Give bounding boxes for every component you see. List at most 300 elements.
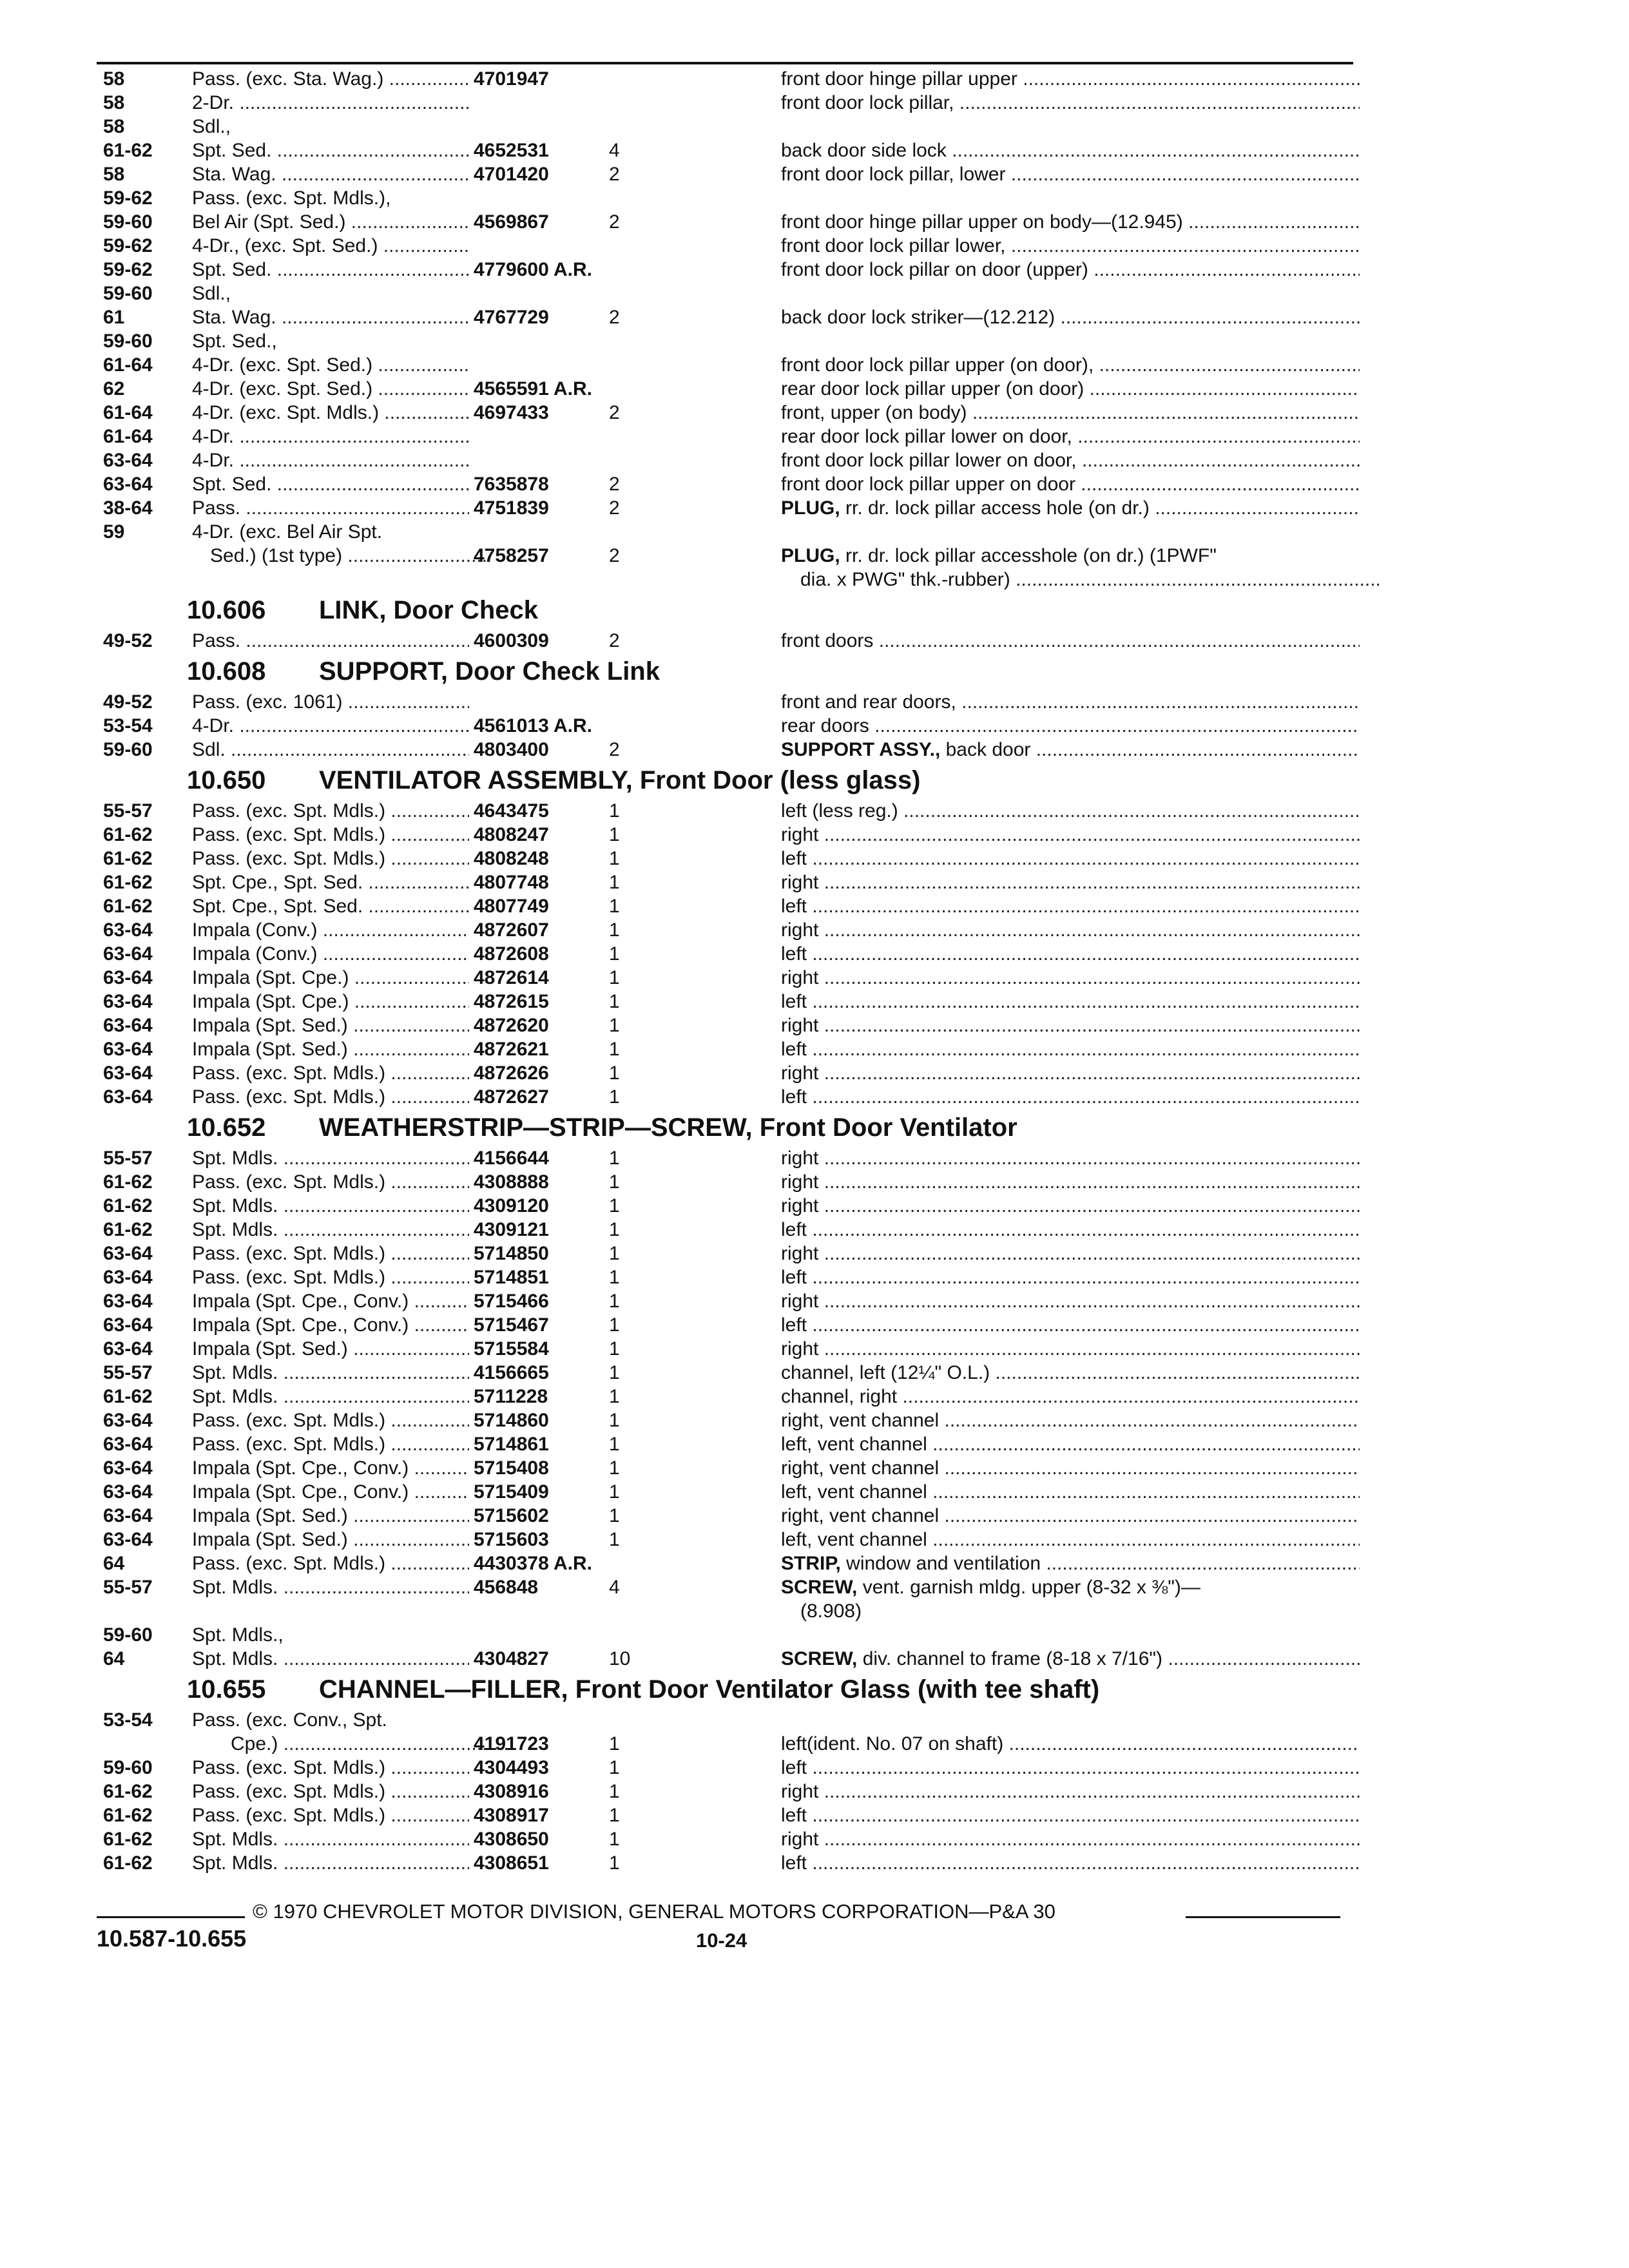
model-years: 63-64 [103, 991, 153, 1012]
usage-text: channel, left (12¼" O.L.) [781, 1362, 990, 1383]
quantity: 1 [609, 1062, 620, 1084]
part-number: 4872607 [474, 919, 549, 941]
part-row [97, 1361, 1360, 1385]
model-description-text: 4-Dr. (exc. Spt. Mdls.) [192, 402, 380, 423]
model-description-text: 4-Dr. (exc. Spt. Sed.) [192, 354, 373, 376]
quantity: 1 [609, 800, 620, 822]
model-description [192, 258, 469, 282]
model-years: 63-64 [103, 1410, 153, 1431]
usage-note [781, 1803, 1360, 1827]
usage-note [781, 1289, 1360, 1313]
usage-text: vent. garnish mldg. upper (8-32 x ⅜")— [862, 1577, 1200, 1598]
part-row [97, 139, 1360, 162]
model-years: 59-60 [103, 1757, 153, 1778]
usage-note [781, 1265, 1360, 1289]
usage-text: front door lock pillar lower on door, [781, 450, 1077, 471]
part-row [97, 1265, 1360, 1289]
model-description-text: Spt. Mdls. [192, 1219, 278, 1240]
part-row [97, 1385, 1360, 1408]
quantity: 2 [609, 474, 620, 495]
model-years: 58 [103, 116, 125, 137]
usage-text: front doors [781, 630, 874, 651]
model-description [192, 629, 469, 653]
model-description [192, 186, 559, 210]
part-number: 4600309 [474, 630, 549, 651]
usage-text: left [781, 943, 807, 965]
model-description-text: Spt. Mdls. [192, 1648, 278, 1669]
usage-note [781, 823, 1360, 847]
part-number: 4309121 [474, 1219, 549, 1240]
usage-text: dia. x PWG" thk.-rubber) [800, 569, 1010, 590]
model-description [192, 1756, 469, 1780]
usage-note [781, 714, 1360, 738]
model-description [192, 1708, 559, 1732]
usage-note [781, 1085, 1360, 1109]
section-number: 10.652 [187, 1113, 266, 1142]
usage-text: left, vent channel [781, 1529, 927, 1550]
model-description [192, 942, 469, 966]
part-row [97, 353, 1360, 377]
model-years: 63-64 [103, 1062, 153, 1084]
model-description [192, 401, 469, 425]
model-description-text: Impala (Spt. Cpe., Conv.) [192, 1481, 409, 1503]
quantity: 1 [609, 896, 620, 917]
model-description-text: Spt. Sed. [192, 474, 272, 495]
usage-text: front door lock pillar on door (upper) [781, 259, 1088, 280]
part-row [97, 1480, 1360, 1504]
model-description-text: Pass. (exc. Spt. Mdls.) [192, 848, 386, 869]
model-description [192, 448, 469, 472]
part-row [97, 1708, 1360, 1732]
part-number: 4872615 [474, 991, 549, 1012]
usage-note [781, 1361, 1360, 1385]
part-number: 4872621 [474, 1039, 549, 1060]
footer-rule-right [1186, 1916, 1340, 1918]
model-years: 63-64 [103, 919, 153, 941]
quantity: 1 [609, 1386, 620, 1407]
part-number: 4308916 [474, 1781, 549, 1802]
model-description [192, 329, 559, 353]
model-description-text: Pass. (exc. Spt. Mdls.) [192, 1781, 386, 1802]
part-row [97, 1037, 1360, 1061]
part-row [97, 1218, 1360, 1242]
model-description [192, 690, 469, 714]
page-footer [97, 1898, 1353, 1954]
part-number: 4430378 A.R. [474, 1553, 593, 1574]
usage-text: front, upper (on body) [781, 402, 967, 423]
model-description [192, 1170, 469, 1194]
usage-note [781, 1732, 1360, 1756]
usage-text: right [781, 1148, 819, 1169]
usage-text: right [781, 1171, 819, 1193]
model-years: 64 [103, 1553, 125, 1574]
quantity: 1 [609, 919, 620, 941]
model-description [192, 1623, 559, 1647]
model-description [192, 1218, 469, 1242]
part-number: 4308888 [474, 1171, 549, 1193]
usage-text: left [781, 1219, 807, 1240]
part-number: 5715602 [474, 1505, 549, 1526]
usage-text: front door hinge pillar upper [781, 68, 1017, 90]
quantity: 2 [609, 307, 620, 328]
usage-note [781, 870, 1360, 894]
model-years: 58 [103, 92, 125, 113]
model-description [192, 1037, 469, 1061]
part-number: 4872620 [474, 1015, 549, 1036]
part-number: 4304493 [474, 1757, 549, 1778]
section-title: VENTILATOR ASSEMBLY, Front Door (less glass) [319, 766, 921, 794]
part-row [97, 1732, 1360, 1756]
model-description-text: Pass. [192, 497, 241, 519]
model-description [192, 1194, 469, 1218]
quantity: 1 [609, 1505, 620, 1526]
part-number: 4808248 [474, 848, 549, 869]
section-title: SUPPORT, Door Check Link [319, 657, 660, 686]
model-description [192, 1385, 469, 1408]
section-title: LINK, Door Check [319, 596, 539, 624]
usage-text: right [781, 1195, 819, 1216]
usage-text: front door lock pillar upper (on door), [781, 354, 1094, 376]
model-description-text: Impala (Spt. Sed.) [192, 1015, 348, 1036]
footer-sub [97, 1925, 1353, 1954]
usage-note [781, 799, 1360, 823]
usage-text: (8.908) [800, 1600, 862, 1622]
part-row [97, 496, 1360, 520]
model-description [192, 1361, 469, 1385]
part-row [97, 847, 1360, 870]
model-description [192, 990, 469, 1014]
model-description [192, 425, 469, 448]
part-row [97, 629, 1360, 653]
usage-note [781, 1408, 1360, 1432]
section-title: CHANNEL—FILLER, Front Door Ventilator Glass (with tee shaft) [319, 1675, 1100, 1704]
model-years: 53-54 [103, 715, 153, 736]
usage-note [781, 1552, 1360, 1575]
model-description [192, 1265, 469, 1289]
part-row [97, 520, 1360, 544]
usage-text: right [781, 1062, 819, 1084]
model-description [192, 1337, 469, 1361]
part-row [97, 568, 1360, 591]
model-description [192, 1480, 469, 1504]
part-number: 4872626 [474, 1062, 549, 1084]
quantity: 1 [609, 1243, 620, 1264]
model-description [192, 799, 469, 823]
usage-note [781, 1218, 1360, 1242]
model-description [192, 496, 469, 520]
part-number: 4751839 [474, 497, 549, 519]
model-description [192, 91, 469, 115]
model-description [192, 139, 469, 162]
model-years: 55-57 [103, 1148, 153, 1169]
model-description [192, 210, 469, 234]
part-row [97, 1575, 1360, 1599]
model-description-text: Spt. Cpe., Spt. Sed. [192, 872, 363, 893]
section-number: 10.606 [187, 596, 266, 624]
part-row [97, 472, 1360, 496]
usage-text: rr. dr. lock pillar access hole (on dr.) [845, 497, 1150, 519]
part-row [97, 1528, 1360, 1552]
usage-note [781, 1385, 1360, 1408]
usage-text: right [781, 1291, 819, 1312]
part-row [97, 1170, 1360, 1194]
quantity: 10 [609, 1648, 631, 1669]
model-description [192, 1851, 469, 1875]
part-number: 4701420 [474, 164, 549, 185]
usage-text: back door side lock [781, 140, 947, 161]
quantity: 2 [609, 545, 620, 566]
model-description [192, 847, 469, 870]
model-description-text: Impala (Spt. Sed.) [192, 1039, 348, 1060]
model-years: 55-57 [103, 800, 153, 822]
model-description-text: Spt. Mdls. [192, 1829, 278, 1850]
model-description [192, 1456, 469, 1480]
usage-note [781, 544, 1360, 568]
usage-note [781, 1037, 1360, 1061]
model-description-text: Impala (Spt. Cpe., Conv.) [192, 1291, 409, 1312]
usage-note [781, 353, 1360, 377]
part-row [97, 823, 1360, 847]
part-number: 7635878 [474, 474, 549, 495]
model-description-text: Pass. (exc. Spt. Mdls.) [192, 1805, 386, 1826]
usage-text: left [781, 1314, 807, 1336]
usage-text: div. channel to frame (8-18 x 7/16") [862, 1648, 1163, 1669]
part-row [97, 234, 1360, 258]
section-range: 10.587-10.655 [97, 1925, 247, 1952]
part-number: 4191723 [474, 1733, 549, 1754]
part-number: 4697433 [474, 402, 549, 423]
quantity: 1 [609, 1410, 620, 1431]
quantity: 1 [609, 872, 620, 893]
model-description-text: 2-Dr. [192, 92, 235, 113]
part-row [97, 1014, 1360, 1037]
usage-text: front and rear doors, [781, 691, 956, 713]
part-number: 4758257 [474, 545, 549, 566]
usage-note [781, 1756, 1360, 1780]
model-years: 61-62 [103, 848, 153, 869]
model-description [192, 1289, 469, 1313]
part-row [97, 690, 1360, 714]
model-years: 61-62 [103, 1195, 153, 1216]
quantity: 1 [609, 1267, 620, 1288]
usage-text: right [781, 1781, 819, 1802]
model-years: 63-64 [103, 1291, 153, 1312]
model-description [192, 115, 559, 139]
usage-note [781, 1599, 1379, 1623]
model-description-text: Pass. (exc. 1061) [192, 691, 343, 713]
part-number: 5714861 [474, 1434, 549, 1455]
usage-note [781, 1014, 1360, 1037]
usage-text: right [781, 919, 819, 941]
usage-note [781, 1242, 1360, 1265]
model-years: 55-57 [103, 1577, 153, 1598]
model-description-text: Pass. (exc. Spt. Mdls.) [192, 1086, 386, 1108]
part-number: 4308651 [474, 1852, 549, 1874]
usage-text: rear door lock pillar upper (on door) [781, 378, 1084, 399]
model-years: 61-62 [103, 872, 153, 893]
usage-note [781, 942, 1360, 966]
model-description [192, 714, 469, 738]
part-row [97, 966, 1360, 990]
model-description-text: Pass. (exc. Spt. Mdls.) [192, 1062, 386, 1084]
usage-note [781, 91, 1360, 115]
model-description [192, 1242, 469, 1265]
usage-text: right [781, 1015, 819, 1036]
part-row [97, 1408, 1360, 1432]
model-description-text: Spt. Mdls. [192, 1362, 278, 1383]
model-description-text: Impala (Spt. Sed.) [192, 1529, 348, 1550]
part-row [97, 1756, 1360, 1780]
usage-part-name: PLUG, [781, 497, 840, 519]
part-row [97, 870, 1360, 894]
model-description [192, 870, 469, 894]
part-number: 5715584 [474, 1338, 549, 1360]
usage-text: left [781, 1805, 807, 1826]
model-description-text: Spt. Mdls. [192, 1577, 278, 1598]
model-description-text: Impala (Spt. Cpe.) [192, 967, 349, 988]
part-number: 4872614 [474, 967, 549, 988]
quantity: 1 [609, 1291, 620, 1312]
usage-note [781, 1851, 1360, 1875]
usage-text: right, vent channel [781, 1505, 940, 1526]
model-years: 61-64 [103, 354, 153, 376]
part-row [97, 329, 1360, 353]
model-description [192, 1061, 469, 1085]
model-description-text: 4-Dr. (exc. Bel Air Spt. [192, 521, 383, 543]
model-years: 49-52 [103, 630, 153, 651]
model-description-text: Impala (Spt. Cpe., Conv.) [192, 1457, 409, 1479]
usage-text: right [781, 872, 819, 893]
model-description [192, 67, 469, 91]
parts-entries [97, 67, 1360, 1875]
part-row [97, 544, 1360, 568]
usage-note [781, 1146, 1360, 1170]
usage-note [781, 425, 1360, 448]
model-years: 61-64 [103, 402, 153, 423]
part-number: 5715409 [474, 1481, 549, 1503]
model-years: 63-64 [103, 1338, 153, 1360]
model-description-text: Pass. (exc. Spt. Mdls.) [192, 1434, 386, 1455]
model-years: 61-62 [103, 1171, 153, 1193]
section-header [97, 591, 1360, 629]
model-years: 53-54 [103, 1709, 153, 1731]
model-description [192, 1504, 469, 1528]
model-description-text: Spt. Mdls. [192, 1386, 278, 1407]
part-number: 5714851 [474, 1267, 549, 1288]
usage-text: left, vent channel [781, 1481, 927, 1503]
usage-text: right [781, 1338, 819, 1360]
usage-text: front door lock pillar, lower [781, 164, 1006, 185]
part-number: 4652531 [474, 140, 549, 161]
part-number: 4807748 [474, 872, 549, 893]
part-row [97, 425, 1360, 448]
model-years: 58 [103, 68, 125, 90]
part-row [97, 448, 1360, 472]
usage-note [781, 1337, 1360, 1361]
model-description [192, 1803, 469, 1827]
model-years: 61-62 [103, 1852, 153, 1874]
model-description [192, 966, 469, 990]
part-number: 456848 [474, 1577, 539, 1598]
part-number: 4156644 [474, 1148, 549, 1169]
model-description-text: Pass. (exc. Spt. Mdls.) [192, 1267, 386, 1288]
part-row [97, 738, 1360, 762]
footer-copyright-line [97, 1898, 1353, 1925]
usage-text: front door lock pillar, [781, 92, 954, 113]
usage-text: rr. dr. lock pillar accesshole (on dr.) (1PWF" [845, 545, 1217, 566]
usage-note [781, 1780, 1360, 1803]
model-description-text: Pass. (exc. Spt. Mdls.) [192, 1553, 386, 1574]
usage-note [781, 1061, 1360, 1085]
section-header [97, 653, 1360, 690]
model-description-text: Pass. (exc. Spt. Mdls.) [192, 800, 386, 822]
usage-note [781, 1456, 1360, 1480]
model-description [192, 918, 469, 942]
usage-note [781, 67, 1360, 91]
model-description [192, 1014, 469, 1037]
model-years: 61-62 [103, 896, 153, 917]
usage-note [781, 258, 1360, 282]
model-years: 59-62 [103, 235, 153, 256]
model-description-text: Pass. (exc. Conv., Spt. [192, 1709, 387, 1731]
part-row [97, 1827, 1360, 1851]
part-number: 4561013 A.R. [474, 715, 593, 736]
usage-note [781, 990, 1360, 1014]
quantity: 1 [609, 1852, 620, 1874]
quantity: 1 [609, 1015, 620, 1036]
quantity: 2 [609, 164, 620, 185]
quantity: 1 [609, 1781, 620, 1802]
usage-note [781, 629, 1360, 653]
part-row [97, 1289, 1360, 1313]
model-years: 63-64 [103, 1481, 153, 1503]
model-description-text: 4-Dr. [192, 426, 235, 447]
usage-note [781, 918, 1360, 942]
quantity: 1 [609, 1757, 620, 1778]
part-number: 4565591 A.R. [474, 378, 593, 399]
model-description-text: Impala (Spt. Cpe.) [192, 991, 349, 1012]
usage-text: right, vent channel [781, 1410, 940, 1431]
usage-note [781, 738, 1360, 762]
model-description-text: Sdl. [192, 739, 226, 760]
quantity: 1 [609, 1481, 620, 1503]
quantity: 1 [609, 1362, 620, 1383]
usage-text: front door hinge pillar upper on body—(12.945) [781, 211, 1183, 233]
model-years: 63-64 [103, 1039, 153, 1060]
usage-part-name: SCREW, [781, 1648, 858, 1669]
usage-text: left (less reg.) [781, 800, 898, 822]
quantity: 1 [609, 1457, 620, 1479]
part-row [97, 115, 1360, 139]
model-years: 59-62 [103, 259, 153, 280]
usage-note [781, 1313, 1360, 1337]
part-number: 4807749 [474, 896, 549, 917]
quantity: 1 [609, 967, 620, 988]
usage-text: right [781, 1243, 819, 1264]
usage-note [781, 1480, 1360, 1504]
quantity: 1 [609, 1529, 620, 1550]
model-description-text: Impala (Conv.) [192, 919, 318, 941]
part-row [97, 305, 1360, 329]
model-years: 61-62 [103, 1219, 153, 1240]
model-description [192, 1575, 469, 1599]
part-number: 4308917 [474, 1805, 549, 1826]
usage-text: rear doors [781, 715, 869, 736]
usage-text: back door [945, 739, 1031, 760]
part-number: 4309120 [474, 1195, 549, 1216]
part-row [97, 210, 1360, 234]
model-years: 59-60 [103, 283, 153, 304]
